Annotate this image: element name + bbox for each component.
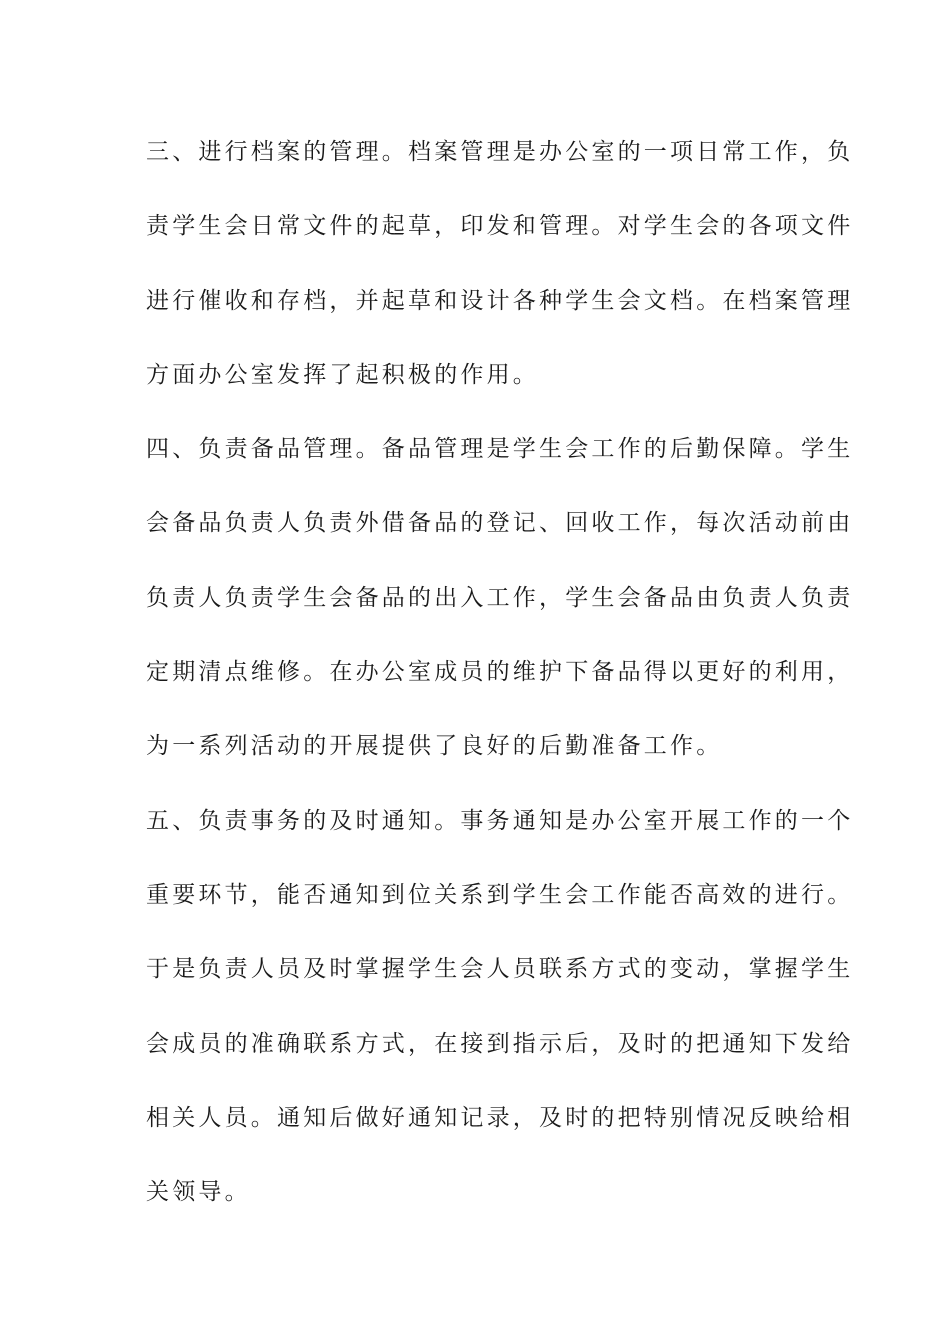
text-line: 会成员的准确联系方式，在接到指示后，及时的把通知下发给 <box>146 1030 854 1057</box>
text-line: 三、进行档案的管理。档案管理是办公室的一项日常工作，负 <box>146 139 854 165</box>
text-line: 定期清点维修。在办公室成员的维护下备品得以更好的利用， <box>146 659 854 686</box>
text-line: 重要环节，能否通知到位关系到学生会工作能否高效的进行。 <box>146 881 854 908</box>
text-line: 负责人负责学生会备品的出入工作，学生会备品由负责人负责 <box>146 584 854 611</box>
text-line: 方面办公室发挥了起积极的作用。 <box>146 361 539 388</box>
document-body <box>146 131 854 1245</box>
text-line: 责学生会日常文件的起草，印发和管理。对学生会的各项文件 <box>146 213 854 240</box>
text-line: 相关人员。通知后做好通知记录，及时的把特别情况反映给相 <box>146 1104 854 1131</box>
text-line: 关领导。 <box>146 1179 251 1206</box>
text-line: 于是负责人员及时掌握学生会人员联系方式的变动，掌握学生 <box>146 956 854 983</box>
text-line: 会备品负责人负责外借备品的登记、回收工作，每次活动前由 <box>146 510 854 537</box>
text-line: 进行催收和存档，并起草和设计各种学生会文档。在档案管理 <box>146 287 854 314</box>
text-line: 五、负责事务的及时通知。事务通知是办公室开展工作的一个 <box>146 807 854 834</box>
text-line: 四、负责备品管理。备品管理是学生会工作的后勤保障。学生 <box>146 436 854 463</box>
text-line: 为一系列活动的开展提供了良好的后勤准备工作。 <box>146 733 723 760</box>
